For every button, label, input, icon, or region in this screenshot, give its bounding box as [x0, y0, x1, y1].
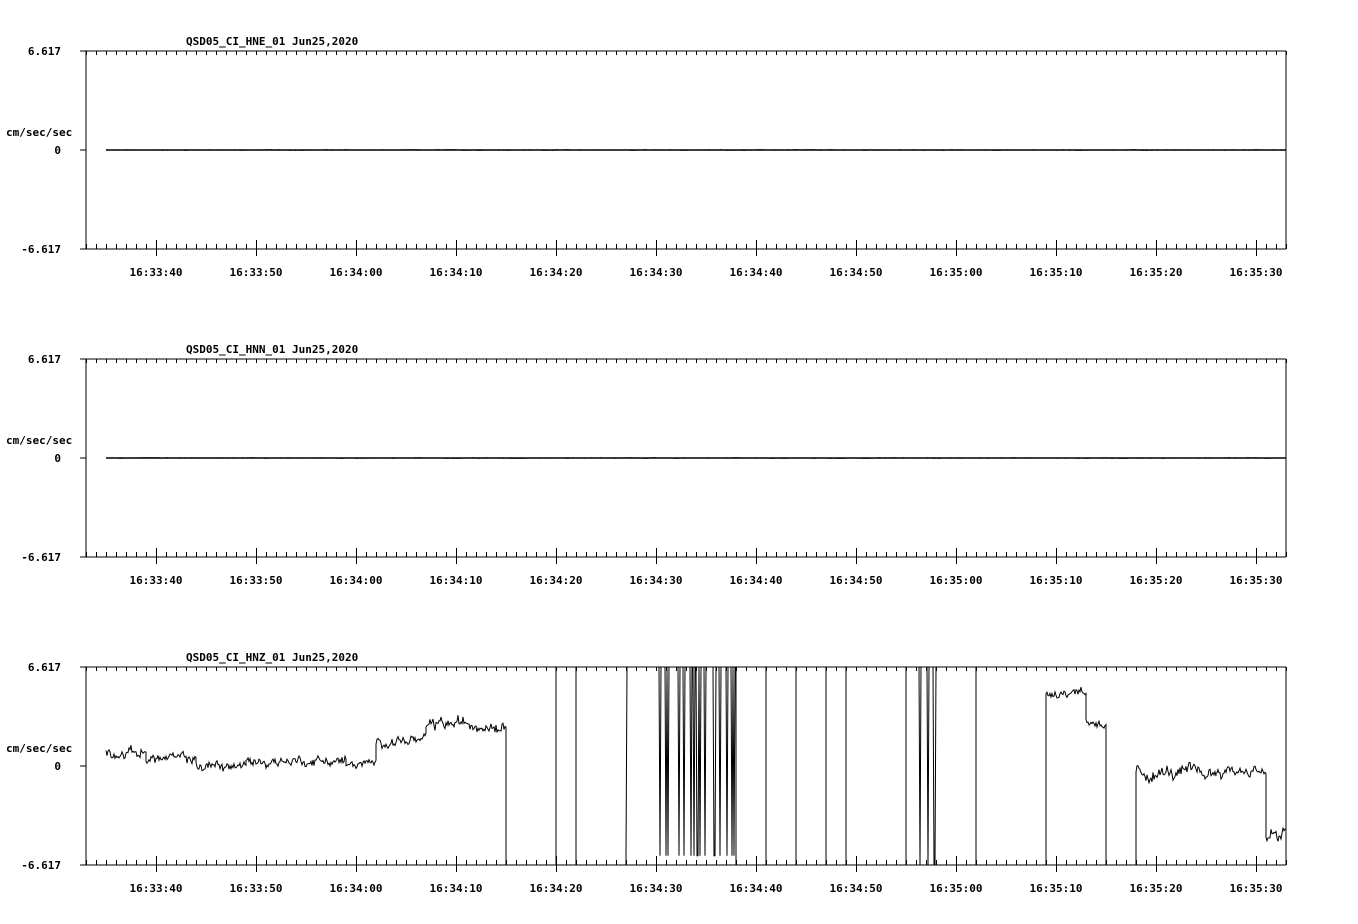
x-tick-label: 16:34:20 [529, 574, 583, 587]
y-tick-label: 0 [54, 760, 61, 773]
x-tick-label: 16:34:50 [829, 882, 883, 895]
x-tick-label: 16:34:50 [829, 574, 883, 587]
panel-1 [6, 35, 1287, 279]
x-tick-label: 16:34:20 [529, 266, 583, 279]
x-tick-label: 16:35:20 [1129, 882, 1183, 895]
x-tick-label: 16:34:00 [329, 882, 383, 895]
x-tick-label: 16:33:40 [129, 266, 183, 279]
x-tick-label: 16:34:40 [729, 574, 783, 587]
x-tick-label: 16:33:50 [229, 882, 283, 895]
y-axis-label: cm/sec/sec [6, 742, 73, 755]
y-axis-label: cm/sec/sec [6, 126, 73, 139]
x-tick-label: 16:34:30 [629, 266, 683, 279]
x-tick-label: 16:34:30 [629, 882, 683, 895]
x-tick-label: 16:33:40 [129, 574, 183, 587]
x-tick-label: 16:35:10 [1029, 266, 1083, 279]
x-tick-label: 16:33:40 [129, 882, 183, 895]
waveform-trace [106, 667, 1286, 865]
x-tick-label: 16:34:20 [529, 882, 583, 895]
panel-title: QSD05_CI_HNZ_01 Jun25,2020 [186, 651, 359, 664]
y-axis-label: cm/sec/sec [6, 434, 73, 447]
x-tick-label: 16:35:30 [1229, 266, 1283, 279]
x-tick-label: 16:35:00 [929, 882, 983, 895]
y-tick-label: 6.617 [27, 353, 61, 366]
x-tick-label: 16:35:30 [1229, 574, 1283, 587]
x-tick-label: 16:34:10 [429, 266, 483, 279]
x-tick-label: 16:35:20 [1129, 266, 1183, 279]
x-tick-label: 16:35:20 [1129, 574, 1183, 587]
x-tick-label: 16:34:40 [729, 882, 783, 895]
y-tick-label: 0 [54, 452, 61, 465]
panel-title: QSD05_CI_HNN_01 Jun25,2020 [186, 343, 359, 356]
x-tick-label: 16:33:50 [229, 574, 283, 587]
x-tick-label: 16:34:10 [429, 882, 483, 895]
y-tick-label: 6.617 [27, 45, 61, 58]
x-tick-label: 16:34:30 [629, 574, 683, 587]
x-tick-label: 16:33:50 [229, 266, 283, 279]
y-tick-label: 0 [54, 144, 61, 157]
y-tick-label: 6.617 [27, 661, 61, 674]
x-tick-label: 16:34:00 [329, 266, 383, 279]
x-tick-label: 16:35:00 [929, 266, 983, 279]
x-tick-label: 16:35:10 [1029, 882, 1083, 895]
x-tick-label: 16:35:10 [1029, 574, 1083, 587]
y-tick-label: -6.617 [21, 551, 61, 564]
x-tick-label: 16:34:50 [829, 266, 883, 279]
x-tick-label: 16:34:10 [429, 574, 483, 587]
y-tick-label: -6.617 [21, 243, 61, 256]
x-tick-label: 16:34:00 [329, 574, 383, 587]
panel-2 [6, 343, 1287, 587]
x-tick-label: 16:35:00 [929, 574, 983, 587]
y-tick-label: -6.617 [21, 859, 61, 872]
panel-title: QSD05_CI_HNE_01 Jun25,2020 [186, 35, 359, 48]
x-tick-label: 16:35:30 [1229, 882, 1283, 895]
x-tick-label: 16:34:40 [729, 266, 783, 279]
panel-3 [6, 651, 1287, 895]
